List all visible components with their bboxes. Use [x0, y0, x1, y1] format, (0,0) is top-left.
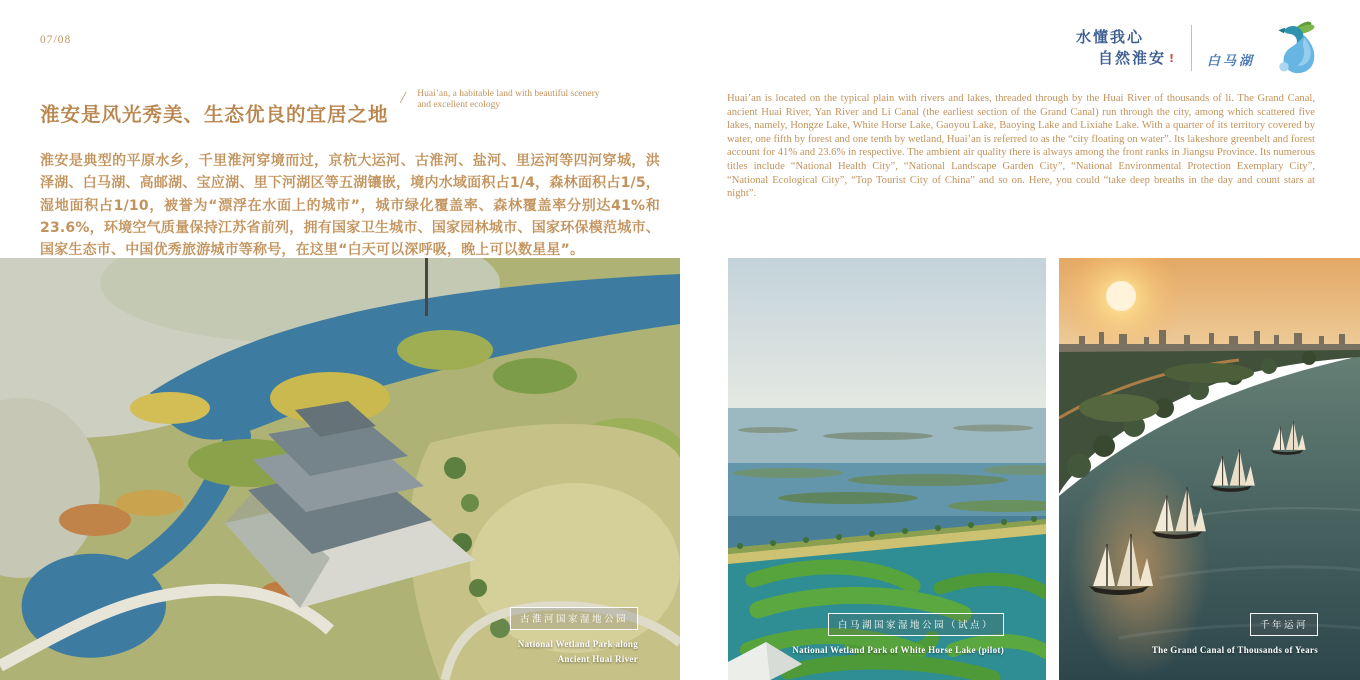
photo-caption-group	[792, 613, 1004, 658]
caption-en-line1: The Grand Canal of Thousands of Years	[1151, 645, 1318, 655]
caption-box-cn: 古淮河国家湿地公园	[510, 607, 638, 630]
brand-divider	[1191, 25, 1192, 71]
slogan-line2: 自然淮安	[1097, 49, 1166, 67]
subtitle-line2: and excellent ecology	[417, 100, 501, 110]
photo-grand-canal	[1059, 258, 1360, 680]
intro-section-cn	[40, 86, 660, 276]
photo-white-horse-lake	[728, 258, 1046, 680]
caption-box-cn: 千年运河	[1250, 613, 1318, 636]
caption-en-line1: National Wetland Park of White Horse Lake (pilot)	[792, 645, 1004, 655]
page-number: 07/08	[40, 34, 72, 46]
caption-en-line1: National Wetland Park along	[517, 639, 638, 649]
subtitle-line1: Huai’an, a habitable land with beautiful scenery	[417, 89, 600, 99]
page-title-cn: 淮安是风光秀美、生态优良的宜居之地	[40, 103, 389, 127]
slogan-seal-mark: !	[1168, 52, 1176, 65]
body-paragraph-cn: 淮安是典型的平原水乡，千里淮河穿境而过，京杭大运河、古淮河、盐河、里运河等四河穿城，洪泽湖、白马湖、高邮湖、宝应湖、里下河湖区等五湖镶嵌，境内水域面积占1/4，森林面积占1/5，湿地面积占1/10，被誉为“漂浮在水面上的城市”，城市绿化覆盖率、森林覆盖率分别达41%和23.6%，环境空气质量保持江苏省前列，拥有国家卫生城市、国家园林城市、国家环保模范城市、国家生态市、中国优秀旅游城市等称号，在这里“白天可以深呼吸，晚上可以数星星”。	[40, 153, 660, 259]
slogan-line1: 水懂我心	[1075, 28, 1144, 46]
photo-caption-group	[1152, 613, 1318, 658]
caption-en-line2: Ancient Huai River	[557, 654, 638, 664]
photo-ancient-huai-river	[0, 258, 680, 680]
caption-box-cn: 白马湖国家湿地公园（试点）	[828, 613, 1004, 636]
white-horse-lake-logo-icon	[1270, 19, 1320, 77]
page-subtitle-en	[417, 89, 607, 111]
intro-section-en	[727, 92, 1315, 201]
body-paragraph-en: Huai’an is located on the typical plain with rivers and lakes, threaded through by the Huai River of thousands of li. The Grand Canal, ancient Huai River, Yan River and Li Canal (the earliest section of the Grand Canal) run through the city, among which scattered five lakes, namely, Hongze Lake, White Horse Lake, Gaoyou Lake, Baoying Lake and Lixiahe Lake. With a quarter of its territory covered by water, one fifth by forest and one tenth by wetland, Huai’an is referred to as the “city floating on water”. Its lakeshore greenbelt and forest account for 41% and 23.6% in respective. The ambient air quality there is always among the front ranks in Jiangsu Province. Its numerous titles include “National Health City”, “National Landscape Garden City”, “National Environmental Protection Exemplary City”, “National Ecological City”, “Top Tourist City of China” and so on. Here, you could “take deep breaths in the day and count stars at night”.	[727, 93, 1315, 200]
lake-name-script: 白马湖	[1206, 53, 1255, 69]
photo-caption-group	[510, 607, 638, 667]
brand-slogan	[1076, 27, 1176, 69]
heading-slash-divider: /	[400, 88, 406, 107]
brand-block	[1076, 18, 1320, 78]
